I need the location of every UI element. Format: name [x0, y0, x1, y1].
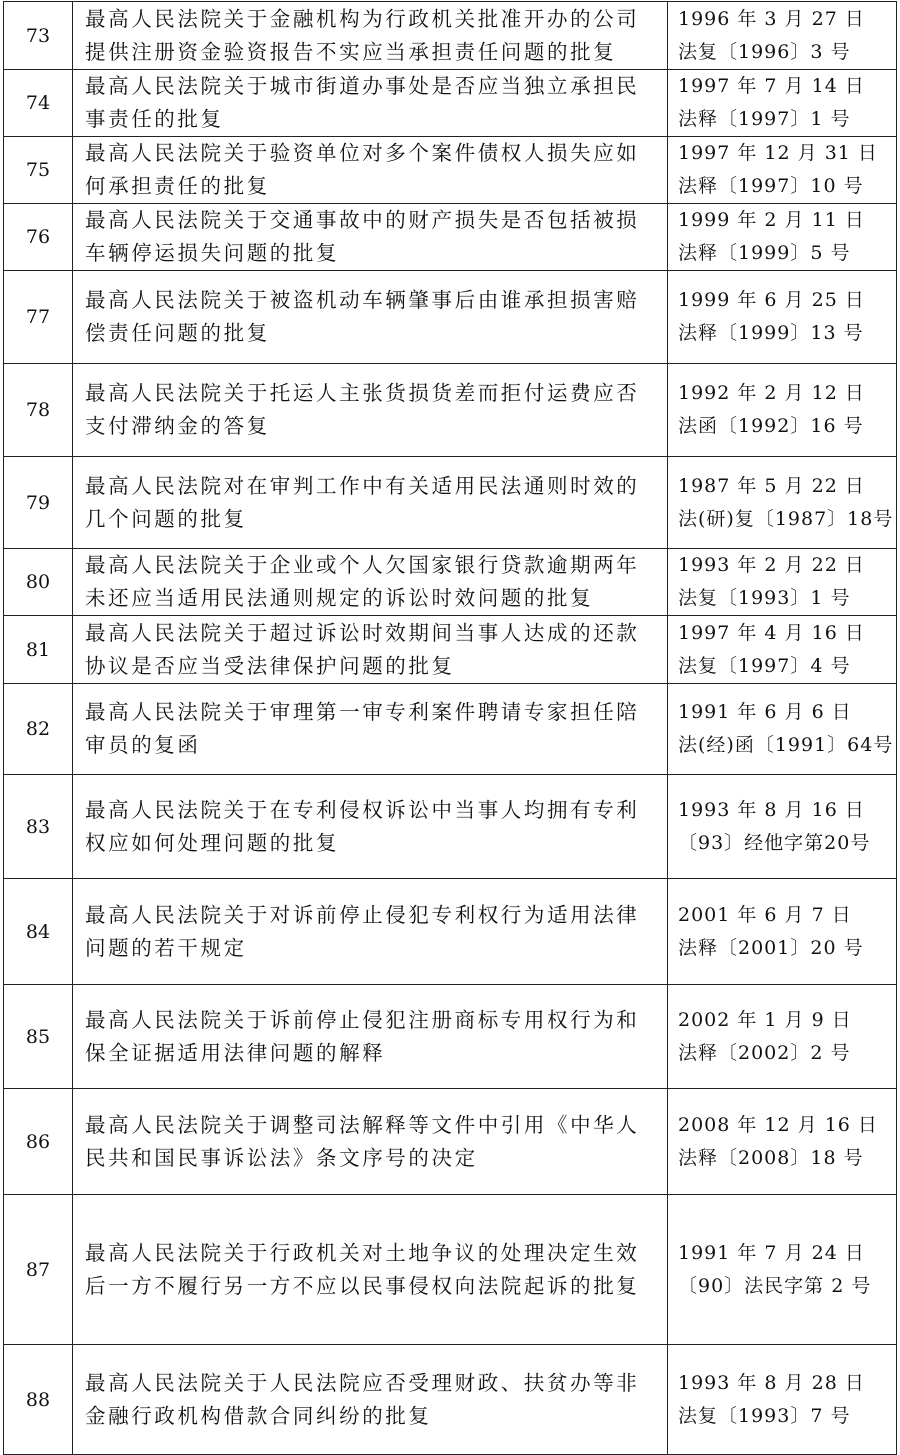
issue-info	[668, 137, 897, 204]
issue-date: 1997 年 12 月 31 日	[678, 142, 878, 164]
document-title: 最高人民法院关于人民法院应否受理财政、扶贫办等非金融行政机构借款合同纠纷的批复	[73, 1345, 668, 1455]
table-row	[4, 1345, 897, 1455]
issue-info	[668, 364, 897, 457]
issue-date: 1997 年 7 月 14 日	[678, 75, 865, 97]
row-number: 74	[4, 70, 73, 137]
table-row	[4, 271, 897, 364]
table-row	[4, 2, 897, 70]
table-row	[4, 549, 897, 616]
issue-date: 1991 年 7 月 24 日	[678, 1241, 865, 1264]
document-title: 最高人民法院关于超过诉讼时效期间当事人达成的还款协议是否应当受法律保护问题的批复	[73, 616, 668, 684]
row-number: 81	[4, 616, 73, 684]
document-number: 法释〔2001〕20 号	[678, 936, 864, 959]
issue-info	[668, 684, 897, 775]
row-number: 87	[4, 1195, 73, 1345]
document-title: 最高人民法院关于行政机关对土地争议的处理决定生效后一方不履行另一方不应以民事侵权向法院起诉的批复	[73, 1195, 668, 1345]
issue-date: 1997 年 4 月 16 日	[678, 621, 865, 644]
document-number: 法释〔1997〕10 号	[678, 175, 864, 197]
row-number: 78	[4, 364, 73, 457]
row-number: 76	[4, 204, 73, 271]
table-row	[4, 775, 897, 879]
table-row	[4, 137, 897, 204]
issue-date: 2001 年 6 月 7 日	[678, 903, 852, 926]
issue-date: 1992 年 2 月 12 日	[678, 382, 865, 404]
issue-date: 1993 年 2 月 22 日	[678, 554, 865, 576]
issue-date: 1999 年 2 月 11 日	[678, 209, 865, 231]
issue-date: 2002 年 1 月 9 日	[678, 1008, 852, 1031]
issue-info	[668, 204, 897, 271]
document-number: 法(经)函〔1991〕64号	[678, 734, 894, 756]
row-number: 84	[4, 879, 73, 985]
document-title: 最高人民法院关于城市街道办事处是否应当独立承担民事责任的批复	[73, 70, 668, 137]
issue-info	[668, 1345, 897, 1455]
row-number: 80	[4, 549, 73, 616]
document-number: 法释〔1997〕1 号	[678, 108, 851, 130]
issue-info	[668, 70, 897, 137]
table-row	[4, 204, 897, 271]
row-number: 79	[4, 457, 73, 549]
document-title: 最高人民法院关于审理第一审专利案件聘请专家担任陪审员的复函	[73, 684, 668, 775]
table-body	[4, 2, 897, 1455]
document-number: 法(研)复〔1987〕18号	[678, 507, 894, 530]
table-row	[4, 616, 897, 684]
document-title: 最高人民法院关于调整司法解释等文件中引用《中华人民共和国民事诉讼法》条文序号的决定	[73, 1089, 668, 1195]
issue-info	[668, 616, 897, 684]
document-title: 最高人民法院关于金融机构为行政机关批准开办的公司提供注册资金验资报告不实应当承担责任问题的批复	[73, 2, 668, 70]
issue-info	[668, 457, 897, 549]
document-number: 法复〔1996〕3 号	[678, 40, 851, 63]
document-number: 〔93〕经他字第20号	[678, 831, 871, 854]
document-title: 最高人民法院关于诉前停止侵犯注册商标专用权行为和保全证据适用法律问题的解释	[73, 985, 668, 1089]
document-title: 最高人民法院关于交通事故中的财产损失是否包括被损车辆停运损失问题的批复	[73, 204, 668, 271]
table-row	[4, 457, 897, 549]
issue-info	[668, 879, 897, 985]
issue-info	[668, 985, 897, 1089]
issue-info	[668, 1195, 897, 1345]
row-number: 86	[4, 1089, 73, 1195]
issue-info	[668, 271, 897, 364]
row-number: 75	[4, 137, 73, 204]
table-row	[4, 684, 897, 775]
document-title: 最高人民法院关于在专利侵权诉讼中当事人均拥有专利权应如何处理问题的批复	[73, 775, 668, 879]
issue-info	[668, 549, 897, 616]
row-number: 82	[4, 684, 73, 775]
table-row	[4, 985, 897, 1089]
document-title: 最高人民法院关于企业或个人欠国家银行贷款逾期两年未还应当适用民法通则规定的诉讼时效问题的批复	[73, 549, 668, 616]
document-number: 法复〔1993〕1 号	[678, 587, 851, 609]
document-number: 法函〔1992〕16 号	[678, 415, 864, 437]
row-number: 83	[4, 775, 73, 879]
issue-info	[668, 775, 897, 879]
issue-info	[668, 2, 897, 70]
table-row	[4, 879, 897, 985]
document-number: 法释〔1999〕5 号	[678, 242, 851, 264]
row-number: 85	[4, 985, 73, 1089]
document-number: 法释〔1999〕13 号	[678, 322, 864, 344]
table-row	[4, 1195, 897, 1345]
row-number: 77	[4, 271, 73, 364]
document-title: 最高人民法院对在审判工作中有关适用民法通则时效的几个问题的批复	[73, 457, 668, 549]
document-number: 法复〔1997〕4 号	[678, 654, 851, 677]
row-number: 73	[4, 2, 73, 70]
document-number: 法复〔1993〕7 号	[678, 1404, 851, 1427]
document-title: 最高人民法院关于验资单位对多个案件债权人损失应如何承担责任的批复	[73, 137, 668, 204]
issue-date: 1991 年 6 月 6 日	[678, 701, 852, 723]
issue-date: 1987 年 5 月 22 日	[678, 474, 865, 497]
table-row	[4, 1089, 897, 1195]
issue-date: 1993 年 8 月 28 日	[678, 1371, 865, 1394]
document-number: 法释〔2002〕2 号	[678, 1041, 851, 1064]
row-number: 88	[4, 1345, 73, 1455]
document-number: 法释〔2008〕18 号	[678, 1146, 864, 1169]
document-title: 最高人民法院关于对诉前停止侵犯专利权行为适用法律问题的若干规定	[73, 879, 668, 985]
table-row	[4, 70, 897, 137]
regulation-table	[3, 1, 897, 1455]
issue-info	[668, 1089, 897, 1195]
issue-date: 1996 年 3 月 27 日	[678, 7, 865, 30]
table-row	[4, 364, 897, 457]
issue-date: 1993 年 8 月 16 日	[678, 798, 865, 821]
issue-date: 1999 年 6 月 25 日	[678, 289, 865, 311]
document-number: 〔90〕法民字第 2 号	[678, 1274, 872, 1297]
document-title: 最高人民法院关于托运人主张货损货差而拒付运费应否支付滞纳金的答复	[73, 364, 668, 457]
issue-date: 2008 年 12 月 16 日	[678, 1113, 878, 1136]
document-title: 最高人民法院关于被盗机动车辆肇事后由谁承担损害赔偿责任问题的批复	[73, 271, 668, 364]
